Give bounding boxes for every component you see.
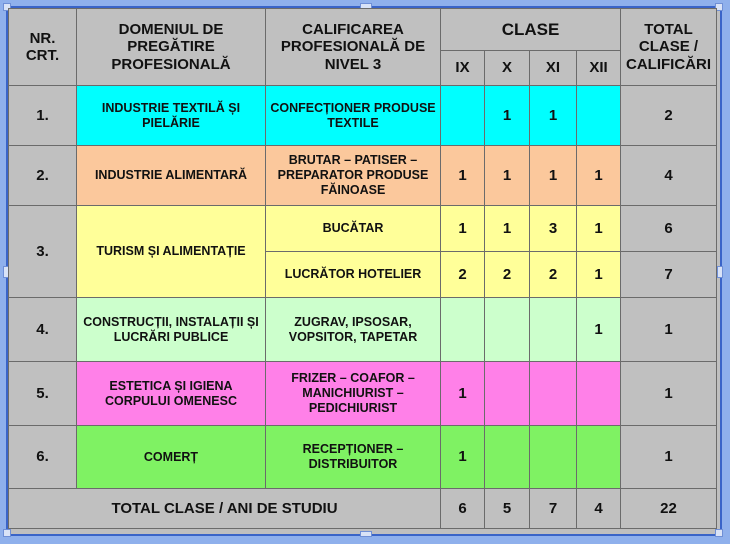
cell-total: 6	[621, 206, 717, 252]
cell-total: 1	[621, 362, 717, 426]
header-class-x: X	[485, 51, 530, 86]
totals-label: TOTAL CLASE / ANI DE STUDIU	[9, 489, 441, 529]
cell-ix: 1	[441, 426, 485, 489]
cell-x: 1	[485, 86, 530, 146]
cell-x	[485, 426, 530, 489]
header-total: TOTAL CLASE / CALIFICĂRI	[621, 9, 717, 86]
table-row	[9, 362, 717, 426]
cell-xii: 1	[577, 146, 621, 206]
cell-xi	[530, 362, 577, 426]
resize-handle-bottom-left[interactable]	[3, 529, 11, 537]
header-class-ix: IX	[441, 51, 485, 86]
cell-xii	[577, 86, 621, 146]
header-nr-crt: NR. CRT.	[9, 9, 77, 86]
row-domeniu: CONSTRUCȚII, INSTALAȚII ȘI LUCRĂRI PUBLICE	[77, 298, 266, 362]
row-number: 1.	[9, 86, 77, 146]
header-class-xi: XI	[530, 51, 577, 86]
table-row	[9, 298, 717, 362]
cell-xii: 1	[577, 252, 621, 298]
cell-xii	[577, 362, 621, 426]
row-number: 5.	[9, 362, 77, 426]
cell-xii: 1	[577, 206, 621, 252]
row-number: 2.	[9, 146, 77, 206]
total-xi: 7	[530, 489, 577, 529]
qualifications-table	[8, 8, 717, 529]
header-domeniu: DOMENIUL DE PREGĂTIRE PROFESIONALĂ	[77, 9, 266, 86]
cell-xi	[530, 298, 577, 362]
row-domeniu: ESTETICA ȘI IGIENA CORPULUI OMENESC	[77, 362, 266, 426]
total-xii: 4	[577, 489, 621, 529]
cell-ix	[441, 298, 485, 362]
row-calificare: BUCĂTAR	[266, 206, 441, 252]
cell-total: 2	[621, 86, 717, 146]
cell-x	[485, 298, 530, 362]
header-class-xii: XII	[577, 51, 621, 86]
resize-handle-bottom-right[interactable]	[715, 529, 723, 537]
row-domeniu: TURISM ȘI ALIMENTAȚIE	[77, 206, 266, 298]
cell-ix: 1	[441, 206, 485, 252]
resize-handle-bottom[interactable]	[360, 531, 372, 537]
row-calificare: CONFECȚIONER PRODUSE TEXTILE	[266, 86, 441, 146]
total-all: 22	[621, 489, 717, 529]
total-ix: 6	[441, 489, 485, 529]
cell-xi: 1	[530, 86, 577, 146]
row-calificare: ZUGRAV, IPSOSAR, VOPSITOR, TAPETAR	[266, 298, 441, 362]
cell-total: 7	[621, 252, 717, 298]
cell-xii	[577, 426, 621, 489]
total-x: 5	[485, 489, 530, 529]
table-row	[9, 206, 717, 252]
cell-xi: 2	[530, 252, 577, 298]
table-row	[9, 146, 717, 206]
cell-total: 1	[621, 298, 717, 362]
cell-total: 4	[621, 146, 717, 206]
cell-x: 1	[485, 146, 530, 206]
row-domeniu: INDUSTRIE TEXTILĂ ȘI PIELĂRIE	[77, 86, 266, 146]
cell-ix: 1	[441, 146, 485, 206]
row-number: 4.	[9, 298, 77, 362]
table-row	[9, 426, 717, 489]
cell-total: 1	[621, 426, 717, 489]
cell-ix: 2	[441, 252, 485, 298]
cell-ix: 1	[441, 362, 485, 426]
cell-x: 1	[485, 206, 530, 252]
row-calificare: BRUTAR – PATISER – PREPARATOR PRODUSE FĂINOASE	[266, 146, 441, 206]
totals-row	[9, 489, 717, 529]
cell-xi	[530, 426, 577, 489]
header-calificare: CALIFICAREA PROFESIONALĂ DE NIVEL 3	[266, 9, 441, 86]
row-number: 6.	[9, 426, 77, 489]
cell-x	[485, 362, 530, 426]
cell-xi: 3	[530, 206, 577, 252]
cell-ix	[441, 86, 485, 146]
row-calificare: FRIZER – COAFOR – MANICHIURIST – PEDICHIURIST	[266, 362, 441, 426]
table-row	[9, 86, 717, 146]
row-calificare: LUCRĂTOR HOTELIER	[266, 252, 441, 298]
cell-xii: 1	[577, 298, 621, 362]
cell-xi: 1	[530, 146, 577, 206]
row-number: 3.	[9, 206, 77, 298]
header-clase: CLASE	[441, 9, 621, 51]
row-calificare: RECEPȚIONER – DISTRIBUITOR	[266, 426, 441, 489]
row-domeniu: COMERȚ	[77, 426, 266, 489]
cell-x: 2	[485, 252, 530, 298]
row-domeniu: INDUSTRIE ALIMENTARĂ	[77, 146, 266, 206]
resize-handle-right[interactable]	[717, 266, 723, 278]
